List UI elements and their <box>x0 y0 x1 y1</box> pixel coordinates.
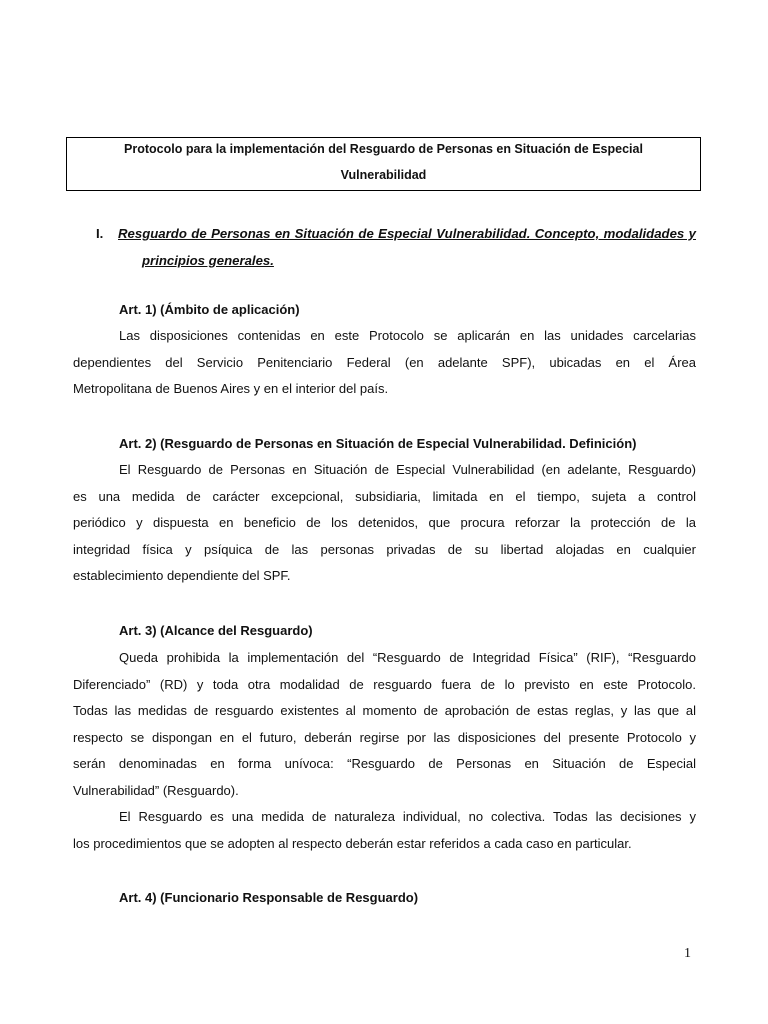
section-heading-text <box>118 220 696 274</box>
paragraph-line: serán denominadas en forma unívoca: “Resguardo de Personas en Situación de Especial <box>73 756 696 771</box>
paragraph-line: dependientes del Servicio Penitenciario Federal (en adelante SPF), ubicadas en el Área <box>73 354 696 370</box>
article-2-title: Art. 2) (Resguardo de Personas en Situación de Especial Vulnerabilidad. Definición) <box>119 436 637 451</box>
paragraph-line: es una medida de carácter excepcional, subsidiaria, limitada en el tiempo, sujeta a control <box>73 488 696 504</box>
paragraph-line: Metropolitana de Buenos Aires y en el interior del país. <box>73 381 389 396</box>
paragraph-line: Queda prohibida la implementación del “Resguardo de Integridad Física” (RIF), “Resguardo <box>119 650 696 665</box>
document-title-line-2: Vulnerabilidad <box>340 168 427 182</box>
article-2-paragraph-1 <box>73 457 696 590</box>
section-heading-line-2: principios generales. <box>142 253 274 268</box>
article-1-paragraph-1 <box>73 323 696 403</box>
paragraph-line: Las disposiciones contenidas en este Protocolo se aplicarán en las unidades carcelarias <box>119 328 696 343</box>
article-4-title: Art. 4) (Funcionario Responsable de Resguardo) <box>119 890 419 905</box>
paragraph-line: Todas las medidas de resguardo existentes al momento de aprobación de estas reglas, y las que al <box>73 703 696 718</box>
document-title-box <box>66 137 701 191</box>
paragraph-line: los procedimientos que se adopten al respecto deberán estar referidos a cada caso en particular. <box>73 835 632 851</box>
paragraph-line: Diferenciado” (RD) y toda otra modalidad de resguardo fuera de lo previsto en este Protocolo. <box>73 676 696 692</box>
paragraph-line: Vulnerabilidad” (Resguardo). <box>73 782 239 798</box>
paragraph-line: El Resguardo de Personas en Situación de Especial Vulnerabilidad (en adelante, Resguardo) <box>119 462 696 477</box>
page-number: 1 <box>684 946 691 961</box>
article-3-paragraph-2 <box>73 804 696 857</box>
paragraph-line: El Resguardo es una medida de naturaleza individual, no colectiva. Todas las decisiones y <box>119 809 696 824</box>
article-3-title: Art. 3) (Alcance del Resguardo) <box>119 623 313 638</box>
paragraph-line: integridad física y psíquica de las personas privadas de su libertad alojadas en cualquier <box>73 541 696 557</box>
section-heading-line-1: Resguardo de Personas en Situación de Especial Vulnerabilidad. Concepto, modalidades y <box>118 226 696 241</box>
article-1-title: Art. 1) (Ámbito de aplicación) <box>119 302 300 317</box>
document-title-line-1: Protocolo para la implementación del Resguardo de Personas en Situación de Especial <box>124 142 643 156</box>
paragraph-line: respecto se dispongan en el futuro, deberán regirse por las disposiciones del presente Protocolo y <box>73 729 696 745</box>
section-number: I. <box>96 226 104 241</box>
paragraph-line: periódico y dispuesta en beneficio de los detenidos, que procura reforzar la protección de la <box>73 515 696 530</box>
paragraph-line: establecimiento dependiente del SPF. <box>73 568 291 583</box>
article-3-paragraph-1 <box>73 645 696 804</box>
